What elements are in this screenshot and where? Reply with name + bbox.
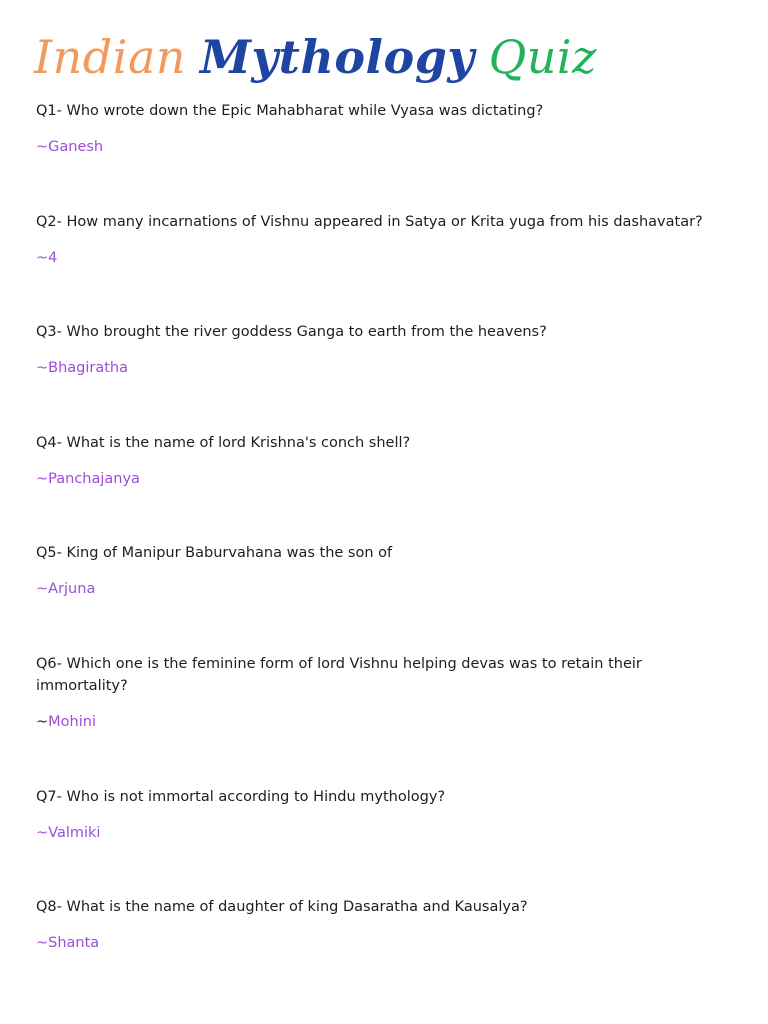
answer-text xyxy=(36,711,676,733)
question-text: Q8- What is the name of daughter of king Dasaratha and Kausalya? xyxy=(36,899,528,915)
question-text: Q4- What is the name of lord Krishna's conch shell? xyxy=(36,435,411,451)
answer-text: ~Shanta xyxy=(36,935,100,951)
title-word-mythology: Mythology xyxy=(200,30,475,84)
qa-item-6 xyxy=(36,653,676,733)
qa-item-1 xyxy=(36,100,726,158)
answer-prefix: ~ xyxy=(36,714,49,730)
question-text: Q6- Which one is the feminine form of lord Vishnu helping devas was to retain their immortality? xyxy=(36,656,642,694)
qa-item-4 xyxy=(36,432,726,490)
qa-item-3 xyxy=(36,321,726,379)
answer-text: ~Ganesh xyxy=(36,139,104,155)
answer-text: ~Valmiki xyxy=(36,825,101,841)
answer-text: ~4 xyxy=(36,250,58,266)
answer-text: ~Panchajanya xyxy=(36,471,140,487)
question-text: Q1- Who wrote down the Epic Mahabharat while Vyasa was dictating? xyxy=(36,103,544,119)
page-title xyxy=(34,26,597,88)
question-text: Q2- How many incarnations of Vishnu appeared in Satya or Krita yuga from his dashavatar? xyxy=(36,214,703,230)
answer-text: ~Bhagiratha xyxy=(36,360,129,376)
title-word-quiz: Quiz xyxy=(488,30,597,84)
question-text: Q5- King of Manipur Baburvahana was the son of xyxy=(36,545,393,561)
question-text: Q3- Who brought the river goddess Ganga to earth from the heavens? xyxy=(36,324,547,340)
qa-item-5 xyxy=(36,542,726,600)
answer-text: ~Arjuna xyxy=(36,581,96,597)
question-text: Q7- Who is not immortal according to Hindu mythology? xyxy=(36,789,446,805)
qa-item-2 xyxy=(36,211,726,269)
qa-item-8 xyxy=(36,896,726,954)
title-word-indian: Indian xyxy=(34,30,187,84)
answer-value: Mohini xyxy=(48,714,96,730)
qa-item-7 xyxy=(36,786,726,844)
